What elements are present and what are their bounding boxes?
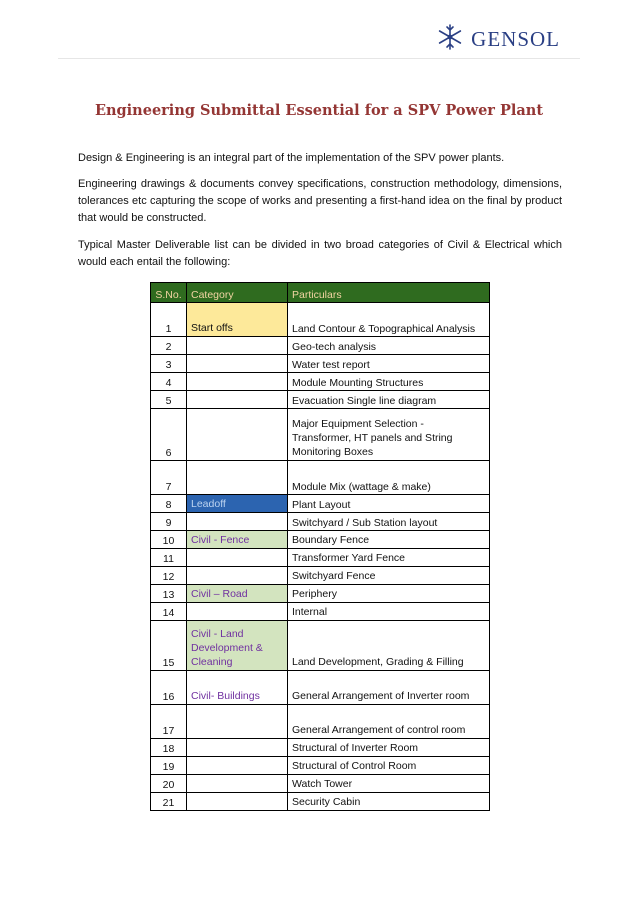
table-row: [151, 567, 490, 585]
row-particulars: Periphery: [288, 585, 490, 603]
row-particulars: Module Mounting Structures: [288, 373, 490, 391]
intro-paragraph: Design & Engineering is an integral part of the implementation of the SPV power plants.: [78, 152, 505, 164]
table-header-row: [151, 283, 490, 303]
row-category: [187, 373, 288, 391]
row-sno: 19: [151, 757, 187, 775]
table-row: [151, 373, 490, 391]
row-sno: 17: [151, 705, 187, 739]
row-particulars: Watch Tower: [288, 775, 490, 793]
row-sno: 4: [151, 373, 187, 391]
row-sno: 1: [151, 303, 187, 337]
table-row: [151, 757, 490, 775]
row-sno: 2: [151, 337, 187, 355]
row-category: [187, 757, 288, 775]
row-category: Start offs: [187, 303, 288, 337]
row-particulars: Switchyard Fence: [288, 567, 490, 585]
row-sno: 16: [151, 671, 187, 705]
drawings-paragraph: Engineering drawings & documents convey specifications, construction methodology, dimensions, tolerances etc capturing the scope of works and presenting a first-hand idea on the final by product that would be constructed.: [78, 178, 562, 224]
row-particulars: Plant Layout: [288, 495, 490, 513]
table-row: [151, 409, 490, 461]
row-category: [187, 513, 288, 531]
row-category: Leadoff: [187, 495, 288, 513]
table-row: [151, 705, 490, 739]
row-particulars: Geo-tech analysis: [288, 337, 490, 355]
table-row: [151, 603, 490, 621]
row-sno: 15: [151, 621, 187, 671]
page-title: Engineering Submittal Essential for a SPV Power Plant: [94, 102, 544, 119]
snowflake-flower-icon: [435, 22, 465, 57]
row-category: Civil - Land Development & Cleaning: [187, 621, 288, 671]
row-category: [187, 603, 288, 621]
table-row: [151, 461, 490, 495]
table-row: [151, 585, 490, 603]
row-particulars: Security Cabin: [288, 793, 490, 811]
table-row: [151, 775, 490, 793]
row-sno: 12: [151, 567, 187, 585]
table-row: [151, 303, 490, 337]
gensol-logo: [435, 22, 560, 57]
row-sno: 3: [151, 355, 187, 373]
deliverables-table: [150, 282, 490, 811]
row-sno: 6: [151, 409, 187, 461]
row-category: [187, 793, 288, 811]
row-category: [187, 355, 288, 373]
row-category: Civil – Road: [187, 585, 288, 603]
row-particulars: Structural of Inverter Room: [288, 739, 490, 757]
row-particulars: Boundary Fence: [288, 531, 490, 549]
row-particulars: Internal: [288, 603, 490, 621]
table-row: [151, 739, 490, 757]
table-row: [151, 793, 490, 811]
row-category: [187, 775, 288, 793]
row-category: [187, 409, 288, 461]
row-sno: 13: [151, 585, 187, 603]
row-category: Civil- Buildings: [187, 671, 288, 705]
deliverables-paragraph: Typical Master Deliverable list can be divided in two broad categories of Civil & Electrical which would each entail the following:: [78, 239, 562, 268]
row-sno: 11: [151, 549, 187, 567]
logo-text: GENSOL: [471, 27, 560, 51]
header-category: Category: [187, 283, 288, 303]
table-row: [151, 355, 490, 373]
table-row: [151, 621, 490, 671]
row-category: [187, 549, 288, 567]
row-sno: 10: [151, 531, 187, 549]
row-category: [187, 705, 288, 739]
table-row: [151, 671, 490, 705]
row-particulars: Module Mix (wattage & make): [288, 461, 490, 495]
row-particulars: General Arrangement of Inverter room: [288, 671, 490, 705]
table-row: [151, 337, 490, 355]
row-sno: 8: [151, 495, 187, 513]
header-divider: [58, 58, 580, 59]
row-particulars: Transformer Yard Fence: [288, 549, 490, 567]
row-particulars: Structural of Control Room: [288, 757, 490, 775]
row-particulars: Major Equipment Selection - Transformer, HT panels and String Monitoring Boxes: [288, 409, 490, 461]
row-sno: 9: [151, 513, 187, 531]
row-particulars: Land Contour & Topographical Analysis: [288, 303, 490, 337]
row-category: [187, 567, 288, 585]
row-particulars: Switchyard / Sub Station layout: [288, 513, 490, 531]
table-row: [151, 391, 490, 409]
row-sno: 14: [151, 603, 187, 621]
table-row: [151, 513, 490, 531]
row-particulars: General Arrangement of control room: [288, 705, 490, 739]
row-category: Civil - Fence: [187, 531, 288, 549]
row-category: [187, 391, 288, 409]
row-particulars: Evacuation Single line diagram: [288, 391, 490, 409]
table-row: [151, 549, 490, 567]
row-category: [187, 337, 288, 355]
row-category: [187, 461, 288, 495]
table-row: [151, 531, 490, 549]
table-row: [151, 495, 490, 513]
header-particulars: Particulars: [288, 283, 490, 303]
row-category: [187, 739, 288, 757]
row-sno: 21: [151, 793, 187, 811]
row-sno: 20: [151, 775, 187, 793]
header-sno: S.No.: [151, 283, 187, 303]
row-sno: 5: [151, 391, 187, 409]
row-sno: 7: [151, 461, 187, 495]
row-particulars: Land Development, Grading & Filling: [288, 621, 490, 671]
row-sno: 18: [151, 739, 187, 757]
row-particulars: Water test report: [288, 355, 490, 373]
